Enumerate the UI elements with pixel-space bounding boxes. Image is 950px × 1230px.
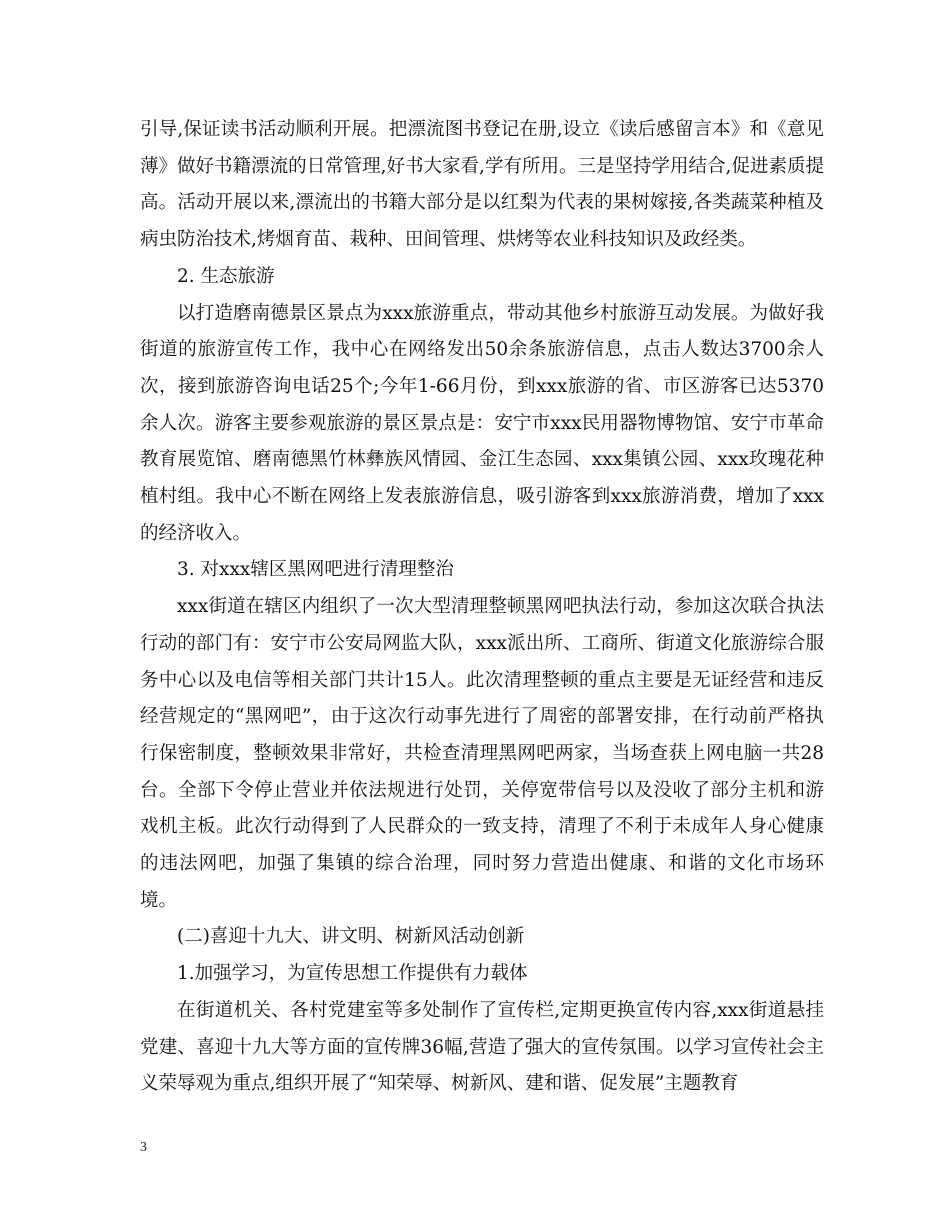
paragraph-eco-tourism: 以打造磨南德景区景点为xxx旅游重点，带动其他乡村旅游互动发展。为做好我街道的旅游宣传工作，我中心在网络发出50余条旅游信息，点击人数达3700余人次，接到旅游咨询电话25个;今年1-66月份，到xxx旅游的省、市区游客已达5370余人次。游客主要参观旅游的景区景点是：安宁市xxx民用器物博物馆、安宁市革命教育展览馆、磨南德黑竹林彝族风情园、金江生态园、xxx集镇公园、xxx玫瑰花种植村组。我中心不断在网络上发表旅游信息，吸引游客到xxx旅游消费，增加了xxx的经济收入。	[140, 302, 824, 544]
heading-civilization-campaign: (二)喜迎十九大、讲文明、树新风活动创新	[177, 926, 525, 948]
heading-eco-tourism: 2. 生态旅游	[177, 265, 275, 287]
heading-internet-cafe-cleanup: 3. 对xxx辖区黑网吧进行清理整治	[177, 559, 454, 581]
heading-strengthen-study: 1.加强学习，为宣传思想工作提供有力载体	[177, 963, 528, 985]
document-body	[140, 112, 824, 1103]
page-number: 3	[140, 1140, 147, 1155]
paragraph-publicity-boards: 在街道机关、各村党建室等多处制作了宣传栏,定期更换宣传内容,xxx街道悬挂党建、喜迎十九大等方面的宣传牌36幅,营造了强大的宣传氛围。以学习宣传社会主义荣辱观为重点,组织开展了“知荣辱、树新风、建和谐、促发展”主题教育	[140, 999, 824, 1095]
paragraph-internet-cafe-cleanup: xxx街道在辖区内组织了一次大型清理整顿黑网吧执法行动，参加这次联合执法行动的部门有：安宁市公安局网监大队，xxx派出所、工商所、街道文化旅游综合服务中心以及电信等相关部门共计15人。此次清理整顿的重点主要是无证经营和违反经营规定的“黑网吧”，由于这次行动事先进行了周密的部署安排，在行动前严格执行保密制度，整顿效果非常好，共检查清理黑网吧两家，当场查获上网电脑一共28 台。全部下令停止营业并依法规进行处罚，关停宽带信号以及没收了部分主机和游戏机主板。此次行动得到了人民群众的一致支持，清理了不利于未成年人身心健康的违法网吧，加强了集镇的综合治理，同时努力营造出健康、和谐的文化市场环境。	[140, 596, 824, 911]
paragraph-reading-drift: 引导,保证读书活动顺利开展。把漂流图书登记在册,设立《读后感留言本》和《意见薄》做好书籍漂流的日常管理,好书大家看,学有所用。三是坚持学用结合,促进素质提高。活动开展以来,漂流出的书籍大部分是以红梨为代表的果树嫁接,各类蔬菜种植及病虫防治技术,烤烟育苗、栽种、田间管理、烘烤等农业科技知识及政经类。	[140, 119, 824, 251]
